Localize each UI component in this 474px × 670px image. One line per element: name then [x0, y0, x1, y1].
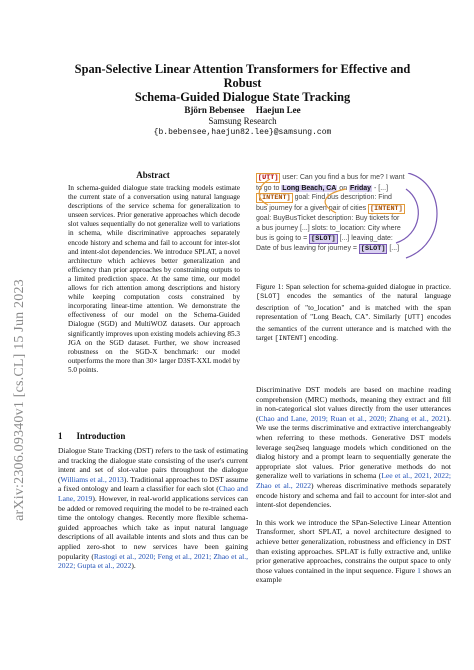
arxiv-stamp — [0, 0, 40, 670]
utt-intent-arrow — [259, 179, 270, 205]
intent-token: [INTENT] — [274, 335, 308, 344]
text-run: encodes the semantics of the current utterance and is matched with the target — [256, 312, 451, 343]
arxiv-stamp-text: arXiv:2306.09340v1 [cs.CL] 15 Jun 2023 — [12, 279, 27, 521]
text-run: ) whereas discriminative methods separately encode history and schema and fail to account for inter-slot and intent-slot dependencies. — [256, 480, 451, 510]
text-run: [...] — [387, 245, 400, 253]
title-line-1: Span-Selective Linear Attention Transformers for Effective and Robust — [74, 62, 411, 90]
abstract-text: In schema-guided dialogue state tracking models estimate the current state of a conversation using natural language descriptions of the service schema for generalization to unseen services. Prior generative approaches which decode slot values sequentially do not generalize well to variations in schema, while discriminative approaches separately encode history and schema and fail to account for inter-slot and intent-slot dependencies. We introduce SPLAT, a novel architecture which achieves better generalization and efficiency than prior approaches by constraining outputs to a limited prediction space. At the same time, our model allows for rich attention among descriptions and history while keeping computation costs constrained by incorporating linear-time attention. We demonstrate the effectiveness of our model on the Schema-Guided Dialogue (SGD) and MultiWOZ datasets. Our approach significantly improves upon existing models achieving 85.3 JGA on the SGD dataset. Further, we show increased robustness on the SGD-X benchmark: our model outperforms the more than 30× larger D3ST-XXL model by 5.0 points. — [68, 184, 240, 374]
text-run: Date of bus leaving for journey = — [256, 245, 359, 253]
text-run: user: Can you find a bus for me? I want — [280, 174, 405, 181]
intro-paragraph — [58, 446, 248, 571]
text-run: - [...] — [372, 184, 389, 192]
intent-arrow — [325, 189, 346, 213]
text-run: Dialogue State Tracking (DST) refers to the task of estimating and tracking the dialogue state consisting of the user's current intent and set of slot-value pairs throughout the dialogue ( — [58, 446, 248, 484]
text-run: to go to — [256, 184, 282, 192]
text-run: goal: BuyBusTicket description: Buy tickets for — [256, 215, 400, 223]
text-run: Figure 1: Span selection for schema-guided dialogue in practice. — [256, 282, 451, 291]
figure-caption — [256, 282, 451, 344]
intent-token: [INTENT] — [370, 204, 403, 213]
introduction-body — [58, 446, 248, 571]
text-run: In this work we introduce the SPan-Selective Linear Attention Transformer, short SPLAT, a novel architecture designed to achieve better generalization, robustness and efficiency in DST than existing approaches. SPLAT is fully extractive and, unlike prior generative approaches, constrains the output space to only those values contained in the input sequence. Figure — [256, 517, 451, 575]
author-email: {b.bebensee,haejun82.lee}@samsung.com — [153, 128, 332, 137]
paper-title — [55, 62, 430, 104]
text-run: ). Traditional approaches to DST assume a fixed ontology and learn a classifier for each slot ( — [58, 474, 248, 494]
intent-token: [INTENT] — [258, 194, 291, 203]
span-highlight-date: Friday — [350, 184, 372, 192]
text-run: a bus journey [...] slots: to_location: City where — [256, 224, 401, 232]
span-highlight-location: Long Beach, CA — [282, 184, 337, 192]
citation-link[interactable]: Chao and Lane, 2019; Ruan et al., 2020; Zhang et al., 2021 — [258, 413, 447, 423]
author-names: Björn Bebensee Haejun Lee — [184, 105, 301, 115]
text-run: encoding. — [307, 333, 338, 343]
text-run: on — [337, 184, 350, 192]
text-run: bus journey for a given pair of cities — [256, 204, 369, 212]
utt-token: [UTT] — [403, 314, 425, 323]
right-column-body — [256, 385, 451, 585]
text-run: [...] leaving_date: — [337, 234, 393, 242]
citation-link[interactable]: Chao and Lane, 2019 — [58, 484, 248, 503]
citation-link[interactable]: Williams et al., 2013 — [60, 474, 124, 484]
caption-text — [256, 282, 451, 344]
section-heading-introduction — [58, 431, 125, 441]
section-title: Introduction — [76, 431, 126, 441]
figure-reference-link[interactable]: 1 — [417, 565, 421, 575]
slot-span-arrow — [406, 173, 437, 258]
figure-arrows — [256, 173, 446, 268]
affiliation: Samsung Research — [208, 116, 277, 126]
text-run: shows an example — [256, 565, 451, 585]
author-block — [55, 105, 430, 138]
text-run: encodes the semantics of the natural language description of "to_location" and is matched with the span representation of "Long Beach, CA". Similarly — [256, 291, 451, 322]
text-run: Discriminative DST models are based on machine reading comprehension (MRC) methods, meaning they extract and fill in non-categorical slot values directly from the user utterances ( — [256, 385, 451, 423]
abstract-body — [68, 184, 240, 375]
text-run: ). We use the terms discriminative and extractive interchangeably when referring to these methods. Generative DST models leverage seq2seq language models which conditioned on the dialog history and a prompt learn to sequentially generate the appropriate slot values. Prior generative methods do not generalize well to variations in schema ( — [256, 413, 451, 481]
text-run: ). However, in real-world applications services can be added or removed requiring the model to be re-trained each time the ontology changes. Recently more flexible schema-guided approaches which take as input natural language descriptions of all available intents and slots and thus can be applied zero-shot to new services have been gaining popularity ( — [58, 493, 248, 561]
slot-token: [SLOT] — [256, 293, 281, 302]
text-run: bus is going to = — [256, 234, 310, 242]
body-paragraph — [256, 518, 451, 585]
figure-1 — [256, 173, 446, 268]
citation-link[interactable]: Rastogi et al., 2020; Feng et al., 2021; Zhao et al., 2022; Gupta et al., 2022 — [58, 551, 248, 571]
text-run: goal: Find bus description: Find — [292, 194, 392, 202]
citation-link[interactable]: Lee et al., 2021, 2022; Zhao et al., 2022 — [256, 471, 451, 490]
utt-token: [UTT] — [258, 174, 279, 182]
slot-token: [SLOT] — [360, 245, 386, 254]
body-paragraph — [256, 385, 451, 510]
abstract-heading: Abstract — [136, 170, 170, 180]
slot-token: [SLOT] — [311, 234, 336, 243]
text-run: ). — [131, 561, 136, 571]
title-line-2: Schema-Guided Dialogue State Tracking — [134, 90, 351, 104]
section-number: 1 — [58, 431, 63, 441]
slot-span-arrow — [396, 189, 418, 243]
